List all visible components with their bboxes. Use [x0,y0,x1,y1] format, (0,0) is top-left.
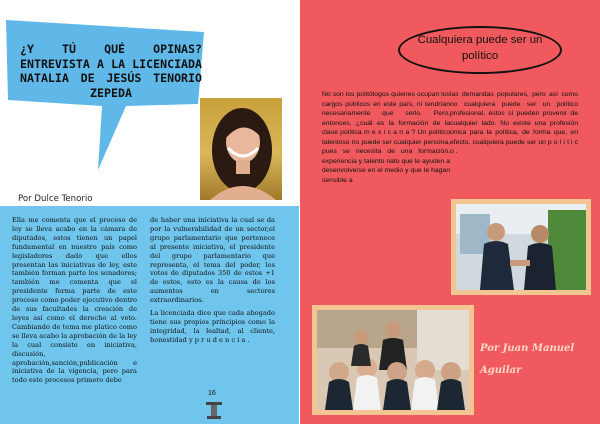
paragraph: Ella me comenta que el proceso de ley se lleva acabo en la cámara de diputados, estos tienen un papel fundamental en nuestro país como legisladores dado que ellos presentan las iniciativas de ley, este también forman parte los senadores; también me comenta que el presidente forma parte de este proceso como poder ejecutivo dentro de sus facultades la creación de leyes así como el derecho al veto. Cambiando de tema me platico como se lleva acabo la aprobación de la ley la cual consiste en iniciativa, discusión, aprobación,sanción,publicación e iniciativa de la vigencia, pero para todo este procesos primero debe [12,216,137,385]
article-title-right: Cualquiera puede ser un político [417,34,543,62]
author-signature: Por Juan Manuel Aguilar [480,343,575,376]
right-column-2: las demandas populares, pero así como no cualquiera puede ser un político profesional, éstos sí pueden provenir de cualquier lado. No existe una profesión única para la política, de forma que, en efecto, cualquiera puede ser un p o l í t i c o . [450,91,578,155]
page-number: 16 [208,390,216,397]
right-page [300,0,600,424]
photo-group [312,305,474,415]
article-column-2 [150,216,275,349]
title-banner [6,20,204,112]
byline: Por Dulce Tenorio [18,194,93,204]
article-title: ¿Y TÚ QUÉ OPINAS? ENTREVISTA A LA LICENCIADA NATALIA DE JESÚS TENORIO ZEPEDA [20,42,202,100]
photo-handshake [451,199,591,295]
column-ornament-icon [204,400,224,420]
paragraph: La licenciada dice que cada abogado tiene sus propios principios como la integridad, la lealtad, al cliente, honestidad y p r u d e n c i a . [150,309,275,344]
paragraph: de haber una iniciativa la cual se da por la vulnerabilidad de un sector,el grupo parlamentario que pertenece al presente iniciativa, el presidente del grupo parlamentario que representa, el tema del poder, los votos de diputados 350 de estos +1 de estos, esto es la causa de los aumentos en sectores extraordinarios. [150,216,275,305]
article-column-1 [12,216,137,389]
interviewee-portrait [200,98,282,200]
right-column-1: No son los politólogos quienes ocupan los cargos públicos en este país, ni tendrían necesariamente que serlo. Pero, entonces, ¿cuál es la formación de la clase política m e x i c a n a ? Un político talentoso no puede ser cualquier persona, pues se necesita de una formación, experiencia y talento nato que le ayuden a desenvolverse en el medio y que le hagan sensible a [322,91,450,184]
